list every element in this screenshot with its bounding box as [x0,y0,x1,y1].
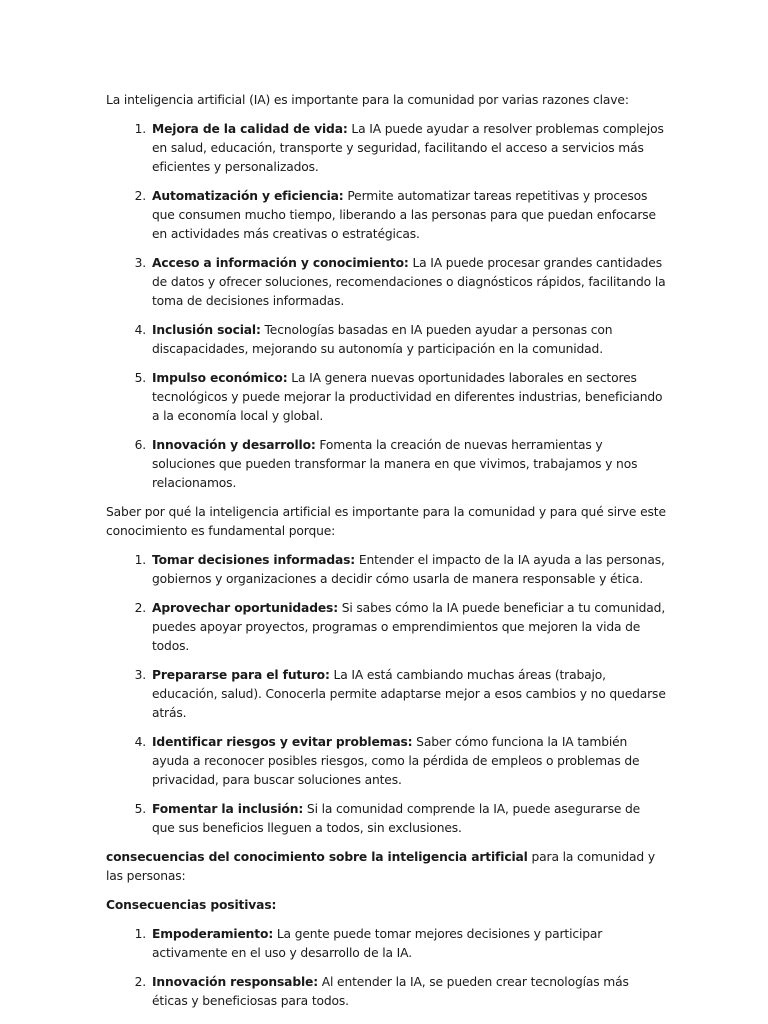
intro-paragraph: La inteligencia artificial (IA) es importante para la comunidad por varias razones clave: [106,93,629,107]
list-item-text: Entender el impacto de la IA ayuda a las personas, gobiernos y organizaciones a decidir cómo usarla de manera responsable y ética. [152,553,665,586]
list-item-number: 5. [134,802,146,816]
knowledge-list [106,551,666,838]
list-item [106,666,666,723]
list-item-number: 4. [134,735,146,749]
list-item-text: La gente puede tomar mejores decisiones y participar activamente en el uso y desarrollo de la IA. [152,927,603,960]
list-item-term: Aprovechar oportunidades: [152,601,338,615]
consequences-paragraph [106,848,666,886]
list-item-text: La IA puede ayudar a resolver problemas complejos en salud, educación, transporte y seguridad, facilitando el acceso a servicios más eficientes y personalizados. [152,122,664,174]
list-item-number: 3. [134,256,146,270]
list-item-number: 2. [134,189,146,203]
list-item-text: Si sabes cómo la IA puede beneficiar a tu comunidad, puedes apoyar proyectos, programas o emprendimientos que mejoren la vida de todos. [152,601,666,653]
consequences-bold-lead: consecuencias del conocimiento sobre la inteligencia artificial [106,850,528,864]
list-item-term: Acceso a información y conocimiento: [152,256,409,270]
list-item [106,120,666,177]
list-item [106,551,666,589]
list-item [106,599,666,656]
list-item-number: 2. [134,975,146,989]
list-item-term: Prepararse para el futuro: [152,668,330,682]
consequences-text: para la comunidad y las personas: [106,850,655,883]
list-item [106,187,666,244]
list-item-term: Identificar riesgos y evitar problemas: [152,735,413,749]
positive-consequences-list [106,925,666,1011]
list-item [106,369,666,426]
list-item-term: Innovación responsable: [152,975,319,989]
list-item-term: Impulso económico: [152,371,288,385]
list-item-number: 5. [134,371,146,385]
list-item-text: Si la comunidad comprende la IA, puede asegurarse de que sus beneficios lleguen a todos, sin exclusiones. [152,802,641,835]
list-item-text: Al entender la IA, se pueden crear tecnologías más éticas y beneficiosas para todos. [152,975,629,1008]
list-item-number: 1. [134,927,146,941]
list-item-term: Automatización y eficiencia: [152,189,344,203]
list-item-term: Fomentar la inclusión: [152,802,304,816]
list-item [106,973,666,1011]
list-item-term: Innovación y desarrollo: [152,438,316,452]
knowledge-paragraph: Saber por qué la inteligencia artificial es importante para la comunidad y para qué sirve este conocimiento es fundamental porque: [106,505,666,538]
list-item [106,254,666,311]
list-item-text: La IA está cambiando muchas áreas (trabajo, educación, salud). Conocerla permite adaptarse mejor a esos cambios y no quedarse atrás. [152,668,666,720]
list-item-number: 6. [134,438,146,452]
document-body [106,91,666,1021]
list-item [106,321,666,359]
list-item [106,800,666,838]
list-item-number: 4. [134,323,146,337]
list-item-text: La IA genera nuevas oportunidades laborales en sectores tecnológicos y puede mejorar la productividad en diferentes industrias, beneficiando a la economía local y global. [152,371,663,423]
heading-text: Consecuencias positivas: [106,898,277,912]
list-item-text: Fomenta la creación de nuevas herramientas y soluciones que pueden transformar la manera en que vivimos, trabajamos y nos relacionamos. [152,438,638,490]
list-item-text: Tecnologías basadas en IA pueden ayudar a personas con discapacidades, mejorando su autonomía y participación en la comunidad. [152,323,613,356]
positive-consequences-heading [106,896,666,915]
list-item [106,436,666,493]
list-item-term: Mejora de la calidad de vida: [152,122,348,136]
list-item-term: Inclusión social: [152,323,261,337]
list-item-text: Permite automatizar tareas repetitivas y procesos que consumen mucho tiempo, liberando a las personas para que puedan enfocarse en actividades más creativas o estratégicas. [152,189,656,241]
list-item-text: Saber cómo funciona la IA también ayuda a reconocer posibles riesgos, como la pérdida de empleos o problemas de privacidad, para buscar soluciones antes. [152,735,640,787]
list-item [106,733,666,790]
list-item-number: 1. [134,553,146,567]
reasons-list [106,120,666,493]
list-item-text: La IA puede procesar grandes cantidades de datos y ofrecer soluciones, recomendaciones o diagnósticos rápidos, facilitando la toma de decisiones informadas. [152,256,666,308]
list-item-term: Tomar decisiones informadas: [152,553,356,567]
list-item-number: 1. [134,122,146,136]
list-item [106,925,666,963]
list-item-term: Empoderamiento: [152,927,274,941]
list-item-number: 2. [134,601,146,615]
list-item-number: 3. [134,668,146,682]
